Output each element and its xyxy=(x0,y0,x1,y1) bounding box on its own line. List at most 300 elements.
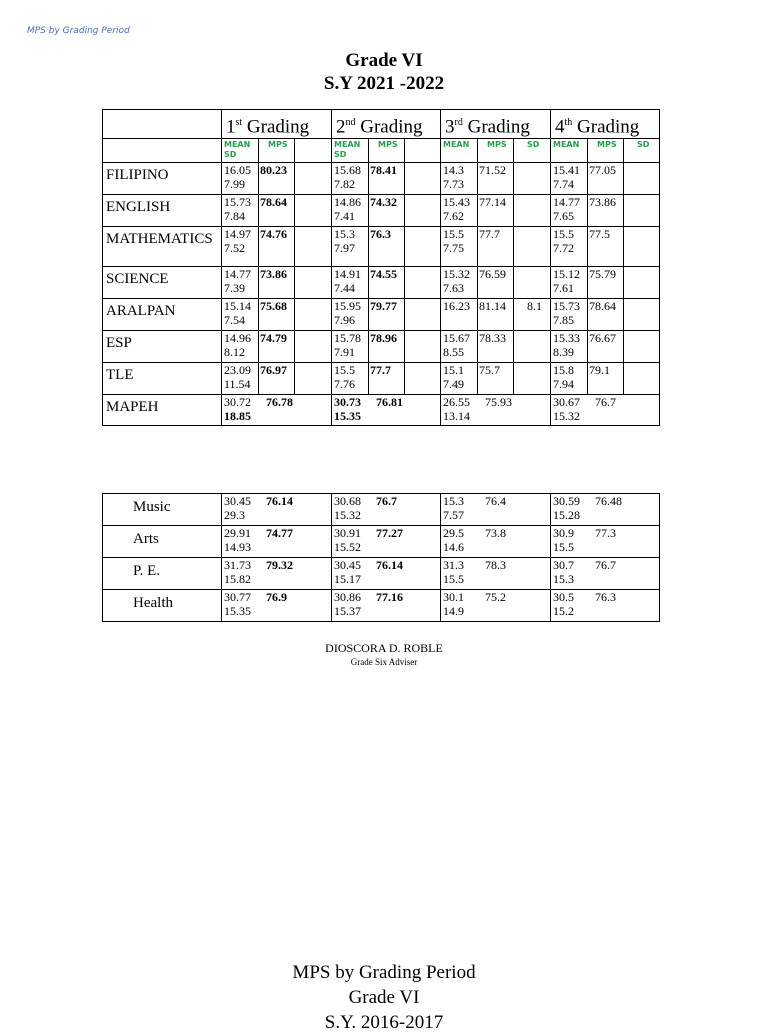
column-divider xyxy=(623,139,624,162)
sd-value: 7.99 xyxy=(224,177,245,192)
subjects-grading-cell-3 xyxy=(441,395,551,426)
sd-value: 14.6 xyxy=(443,540,464,554)
column-divider xyxy=(258,267,259,298)
footer-grade: Grade VI xyxy=(348,987,420,1008)
column-divider xyxy=(294,363,295,394)
mean-value: 23.09 xyxy=(224,364,251,378)
mapeh-grading-cell-1 xyxy=(222,494,332,526)
header-tag: MPS by Grading Period xyxy=(27,26,130,36)
sd-value: 15.17 xyxy=(334,572,361,586)
subjects-grading-cell-1 xyxy=(222,195,332,227)
sd-value: 15.82 xyxy=(224,572,251,586)
subjects-subject-name: ARALPAN xyxy=(103,299,222,331)
mapeh-grading-cell-2 xyxy=(332,494,441,526)
mps-value: 77.5 xyxy=(589,227,610,242)
mean-value: 15.3 xyxy=(334,228,355,242)
mean-value: 14.86 xyxy=(334,196,361,210)
column-divider xyxy=(404,331,405,362)
mean-value: 15.43 xyxy=(443,196,470,210)
column-divider xyxy=(368,227,369,266)
subjects-grading-cell-4 xyxy=(551,331,660,363)
column-divider xyxy=(368,139,369,162)
column-divider xyxy=(513,163,514,194)
column-divider xyxy=(513,195,514,226)
mean-value: 30.91 xyxy=(334,526,361,540)
grading-word: Grading xyxy=(577,116,640,138)
mapeh-row xyxy=(103,526,660,558)
mean-value: 30.45 xyxy=(224,494,251,508)
mean-label: MEAN xyxy=(553,140,580,150)
column-divider xyxy=(623,331,624,362)
sd-value: 8.39 xyxy=(553,345,574,360)
mps-value: 76.14 xyxy=(376,558,403,572)
mps-label: MPS xyxy=(487,140,507,150)
column-divider xyxy=(368,195,369,226)
mean-value: 15.5 xyxy=(443,228,464,242)
mps-value: 77.16 xyxy=(376,590,403,604)
column-divider xyxy=(258,363,259,394)
mean-value: 15.8 xyxy=(553,364,574,378)
column-divider xyxy=(587,363,588,394)
mean-label: MEAN xyxy=(443,140,470,150)
column-divider xyxy=(294,195,295,226)
mps-value: 80.23 xyxy=(260,163,287,178)
subjects-grading-cell-1 xyxy=(222,163,332,195)
sd-value: 8.1 xyxy=(527,299,542,314)
mean-value: 30.1 xyxy=(443,590,464,604)
subjects-grading-cell-2 xyxy=(332,163,441,195)
subjects-grading-cell-3 xyxy=(441,299,551,331)
column-divider xyxy=(294,139,295,162)
subjects-grading-cell-3 xyxy=(441,363,551,395)
mean-value: 15.95 xyxy=(334,300,361,314)
mean-value: 15.12 xyxy=(553,268,580,282)
column-divider xyxy=(477,267,478,298)
mps-value: 77.27 xyxy=(376,526,403,540)
mapeh-table xyxy=(102,493,660,622)
subjects-row xyxy=(103,195,660,227)
column-label-row xyxy=(103,139,660,163)
mps-value: 76.97 xyxy=(260,363,287,378)
mapeh-row xyxy=(103,494,660,526)
mean-value: 30.86 xyxy=(334,590,361,604)
mapeh-grading-cell-3 xyxy=(441,494,551,526)
sd-value: 18.85 xyxy=(224,409,251,424)
subjects-grading-cell-2 xyxy=(332,363,441,395)
subjects-row xyxy=(103,395,660,426)
subjects-grading-cell-1 xyxy=(222,267,332,299)
mean-value: 15.5 xyxy=(334,364,355,378)
grading-number: 2 xyxy=(336,116,346,138)
column-divider xyxy=(258,195,259,226)
mps-value: 74.76 xyxy=(260,227,287,242)
grading-header-2 xyxy=(332,110,441,139)
column-divider xyxy=(513,363,514,394)
mean-value: 14.3 xyxy=(443,164,464,178)
mps-value: 75.2 xyxy=(485,590,506,604)
column-labels-1 xyxy=(222,139,332,163)
corner-cell xyxy=(103,139,222,163)
column-divider xyxy=(587,195,588,226)
mps-value: 73.86 xyxy=(260,267,287,282)
column-divider xyxy=(587,267,588,298)
sd-value: 7.76 xyxy=(334,377,355,392)
mps-value: 76.67 xyxy=(589,331,616,346)
corner-cell xyxy=(103,110,222,139)
mapeh-subject-name: P. E. xyxy=(103,558,222,590)
mean-value: 30.77 xyxy=(224,590,251,604)
mps-value: 75.93 xyxy=(485,395,512,410)
sd-value: 7.94 xyxy=(553,377,574,392)
mean-value: 15.67 xyxy=(443,332,470,346)
grading-number: 3 xyxy=(445,116,455,138)
sd-value: 15.35 xyxy=(224,604,251,618)
column-divider xyxy=(404,139,405,162)
column-divider xyxy=(623,299,624,330)
mean-label: MEAN xyxy=(334,140,361,150)
subjects-subject-name: ENGLISH xyxy=(103,195,222,227)
mean-value: 15.5 xyxy=(553,228,574,242)
mps-value: 77.3 xyxy=(595,526,616,540)
mps-label: MPS xyxy=(268,140,288,150)
column-divider xyxy=(623,227,624,266)
column-divider xyxy=(368,299,369,330)
sd-value: 14.93 xyxy=(224,540,251,554)
column-divider xyxy=(477,139,478,162)
sd-value: 15.5 xyxy=(553,540,574,554)
sd-value: 7.61 xyxy=(553,281,574,296)
mps-value: 75.68 xyxy=(260,299,287,314)
mps-label: MPS xyxy=(378,140,398,150)
mps-value: 74.77 xyxy=(266,526,293,540)
sd-value: 15.2 xyxy=(553,604,574,618)
mapeh-grading-cell-4 xyxy=(551,590,660,622)
column-divider xyxy=(623,267,624,298)
mean-value: 30.45 xyxy=(334,558,361,572)
column-labels-2 xyxy=(332,139,441,163)
column-divider xyxy=(294,227,295,266)
mps-value: 79.32 xyxy=(266,558,293,572)
column-divider xyxy=(404,363,405,394)
sd-value: 14.9 xyxy=(443,604,464,618)
grading-number: 1 xyxy=(226,116,236,138)
subjects-grading-cell-3 xyxy=(441,195,551,227)
sd-value: 7.82 xyxy=(334,177,355,192)
adviser-role: Grade Six Adviser xyxy=(350,657,418,667)
column-divider xyxy=(477,363,478,394)
grading-ordinal: nd xyxy=(345,117,356,128)
mean-value: 30.59 xyxy=(553,494,580,508)
grading-word: Grading xyxy=(467,116,530,138)
mean-value: 29.91 xyxy=(224,526,251,540)
sd-value: 7.54 xyxy=(224,313,245,328)
mapeh-grading-cell-1 xyxy=(222,526,332,558)
column-divider xyxy=(477,195,478,226)
mean-value: 26.55 xyxy=(443,395,470,410)
mean-value: 14.96 xyxy=(224,332,251,346)
mean-value: 15.1 xyxy=(443,364,464,378)
mapeh-grading-cell-1 xyxy=(222,558,332,590)
column-divider xyxy=(258,331,259,362)
column-divider xyxy=(258,299,259,330)
subjects-grading-cell-3 xyxy=(441,163,551,195)
mean-value: 30.9 xyxy=(553,526,574,540)
column-divider xyxy=(513,299,514,330)
sd-value: 7.63 xyxy=(443,281,464,296)
mps-value: 77.05 xyxy=(589,163,616,178)
mapeh-grading-cell-3 xyxy=(441,590,551,622)
mps-value: 73.8 xyxy=(485,526,506,540)
mean-value: 30.5 xyxy=(553,590,574,604)
column-divider xyxy=(294,267,295,298)
mean-value: 14.97 xyxy=(224,228,251,242)
sd-value: 15.32 xyxy=(553,409,580,424)
subjects-subject-name: MATHEMATICS xyxy=(103,227,222,267)
mean-value: 31.3 xyxy=(443,558,464,572)
mps-value: 78.33 xyxy=(479,331,506,346)
column-divider xyxy=(404,267,405,298)
sd-value: 8.55 xyxy=(443,345,464,360)
column-divider xyxy=(258,139,259,162)
mps-value: 76.59 xyxy=(479,267,506,282)
subjects-grading-cell-2 xyxy=(332,331,441,363)
grading-ordinal: rd xyxy=(454,117,463,128)
mps-value: 73.86 xyxy=(589,195,616,210)
column-divider xyxy=(404,299,405,330)
mps-value: 74.55 xyxy=(370,267,397,282)
subjects-grading-cell-2 xyxy=(332,299,441,331)
column-divider xyxy=(258,227,259,266)
mps-value: 76.78 xyxy=(266,395,293,410)
mapeh-subject-name: Arts xyxy=(103,526,222,558)
subjects-grading-cell-4 xyxy=(551,227,660,267)
mean-value: 30.72 xyxy=(224,395,251,410)
sd-value: 15.37 xyxy=(334,604,361,618)
column-labels-3 xyxy=(441,139,551,163)
column-labels-4 xyxy=(551,139,660,163)
school-year: S.Y 2021 -2022 xyxy=(323,73,445,94)
subjects-grading-cell-1 xyxy=(222,227,332,267)
subjects-grading-cell-4 xyxy=(551,395,660,426)
sd-value: 7.62 xyxy=(443,209,464,224)
grading-ordinal: th xyxy=(564,117,573,128)
subjects-subject-name: ESP xyxy=(103,331,222,363)
mps-value: 75.7 xyxy=(479,363,500,378)
column-divider xyxy=(477,331,478,362)
mapeh-grading-cell-2 xyxy=(332,590,441,622)
mps-value: 74.32 xyxy=(370,195,397,210)
sd-value: 7.39 xyxy=(224,281,245,296)
mps-value: 76.3 xyxy=(595,590,616,604)
sd-value: 7.44 xyxy=(334,281,355,296)
mean-value: 30.7 xyxy=(553,558,574,572)
sd-value: 7.74 xyxy=(553,177,574,192)
subjects-row xyxy=(103,163,660,195)
subjects-grading-cell-1 xyxy=(222,395,332,426)
grading-header-1 xyxy=(222,110,332,139)
sd-value: 15.32 xyxy=(334,508,361,522)
column-divider xyxy=(294,299,295,330)
mps-value: 78.96 xyxy=(370,331,397,346)
grading-header-3 xyxy=(441,110,551,139)
sd-label: SD xyxy=(637,140,650,150)
subjects-row xyxy=(103,299,660,331)
mean-value: 15.3 xyxy=(443,494,464,508)
mean-value: 15.78 xyxy=(334,332,361,346)
mps-value: 78.41 xyxy=(370,163,397,178)
sd-value: 13.14 xyxy=(443,409,470,424)
subjects-row xyxy=(103,227,660,267)
mapeh-grading-cell-1 xyxy=(222,590,332,622)
sd-value: 7.75 xyxy=(443,241,464,256)
subjects-grading-cell-2 xyxy=(332,395,441,426)
sd-value: 7.85 xyxy=(553,313,574,328)
mean-value: 15.73 xyxy=(553,300,580,314)
mean-value: 15.73 xyxy=(224,196,251,210)
mean-value: 14.91 xyxy=(334,268,361,282)
column-divider xyxy=(587,331,588,362)
sd-value: 8.12 xyxy=(224,345,245,360)
column-divider xyxy=(294,163,295,194)
mps-value: 77.7 xyxy=(479,227,500,242)
mean-value: 16.23 xyxy=(443,300,470,314)
mps-value: 76.7 xyxy=(376,494,397,508)
subjects-subject-name: SCIENCE xyxy=(103,267,222,299)
mps-main-table xyxy=(102,109,660,426)
mps-value: 76.48 xyxy=(595,494,622,508)
mapeh-subject-name: Music xyxy=(103,494,222,526)
mean-value: 14.77 xyxy=(553,196,580,210)
grading-word: Grading xyxy=(246,116,310,138)
sd-value: 7.97 xyxy=(334,241,355,256)
column-divider xyxy=(587,299,588,330)
sd-value: 29.3 xyxy=(224,508,245,522)
sd-label: SD xyxy=(527,140,540,150)
sd-value: 7.52 xyxy=(224,241,245,256)
subjects-grading-cell-2 xyxy=(332,267,441,299)
subjects-grading-cell-3 xyxy=(441,227,551,267)
subjects-grading-cell-4 xyxy=(551,363,660,395)
mps-value: 79.77 xyxy=(370,299,397,314)
column-divider xyxy=(587,139,588,162)
column-divider xyxy=(404,163,405,194)
grading-word: Grading xyxy=(360,116,423,138)
mps-value: 76.7 xyxy=(595,395,616,410)
column-divider xyxy=(404,227,405,266)
column-divider xyxy=(513,227,514,266)
mps-value: 78.64 xyxy=(260,195,287,210)
grading-header-row xyxy=(103,110,660,139)
mean-value: 30.68 xyxy=(334,494,361,508)
footer-school-year: S.Y. 2016-2017 xyxy=(324,1012,444,1033)
subjects-grading-cell-2 xyxy=(332,227,441,267)
mean-value: 16.05 xyxy=(224,164,251,178)
column-divider xyxy=(477,299,478,330)
mps-value: 76.7 xyxy=(595,558,616,572)
sd-label: SD xyxy=(334,150,347,160)
subjects-row xyxy=(103,331,660,363)
mapeh-grading-cell-3 xyxy=(441,526,551,558)
subjects-subject-name: TLE xyxy=(103,363,222,395)
column-divider xyxy=(623,195,624,226)
column-divider xyxy=(587,227,588,266)
mapeh-grading-cell-4 xyxy=(551,526,660,558)
column-divider xyxy=(368,267,369,298)
mps-value: 79.1 xyxy=(589,363,610,378)
column-divider xyxy=(477,227,478,266)
mean-value: 15.32 xyxy=(443,268,470,282)
mps-value: 76.14 xyxy=(266,494,293,508)
sd-value: 15.52 xyxy=(334,540,361,554)
subjects-grading-cell-4 xyxy=(551,267,660,299)
mapeh-row xyxy=(103,590,660,622)
mean-label: MEAN xyxy=(224,140,251,150)
sd-value: 15.3 xyxy=(553,572,574,586)
mps-value: 77.14 xyxy=(479,195,506,210)
mean-value: 15.41 xyxy=(553,164,580,178)
mapeh-grading-cell-2 xyxy=(332,526,441,558)
mean-value: 29.5 xyxy=(443,526,464,540)
mean-value: 15.33 xyxy=(553,332,580,346)
subjects-grading-cell-1 xyxy=(222,331,332,363)
column-divider xyxy=(368,331,369,362)
column-divider xyxy=(368,363,369,394)
column-divider xyxy=(368,163,369,194)
column-divider xyxy=(587,163,588,194)
grading-ordinal: st xyxy=(235,117,243,128)
column-divider xyxy=(513,267,514,298)
subjects-grading-cell-1 xyxy=(222,299,332,331)
sd-value: 7.84 xyxy=(224,209,245,224)
subjects-grading-cell-4 xyxy=(551,195,660,227)
mps-label: MPS xyxy=(597,140,617,150)
sd-value: 7.57 xyxy=(443,508,464,522)
sd-value: 7.65 xyxy=(553,209,574,224)
column-divider xyxy=(258,163,259,194)
column-divider xyxy=(477,163,478,194)
sd-value: 7.72 xyxy=(553,241,574,256)
sd-value: 15.5 xyxy=(443,572,464,586)
mps-value: 71.52 xyxy=(479,163,506,178)
mapeh-grading-cell-4 xyxy=(551,494,660,526)
column-divider xyxy=(513,331,514,362)
mean-value: 15.14 xyxy=(224,300,251,314)
subjects-row xyxy=(103,267,660,299)
mean-value: 30.73 xyxy=(334,395,361,410)
grading-number: 4 xyxy=(555,116,565,138)
adviser-name: DIOSCORA D. ROBLE xyxy=(325,641,443,655)
sd-value: 7.41 xyxy=(334,209,355,224)
mean-value: 31.73 xyxy=(224,558,251,572)
subjects-grading-cell-3 xyxy=(441,331,551,363)
column-divider xyxy=(513,139,514,162)
sd-label: SD xyxy=(224,150,237,160)
mps-value: 78.64 xyxy=(589,299,616,314)
sd-value: 15.35 xyxy=(334,409,361,424)
subjects-subject-name: MAPEH xyxy=(103,395,222,426)
sd-value: 15.28 xyxy=(553,508,580,522)
subjects-grading-cell-1 xyxy=(222,363,332,395)
mapeh-row xyxy=(103,558,660,590)
column-divider xyxy=(404,195,405,226)
subjects-subject-name: FILIPINO xyxy=(103,163,222,195)
mean-value: 30.67 xyxy=(553,395,580,410)
footer-title: MPS by Grading Period xyxy=(292,962,476,983)
mps-value: 76.4 xyxy=(485,494,506,508)
mps-value: 77.7 xyxy=(370,363,391,378)
mps-value: 75.79 xyxy=(589,267,616,282)
page-title: Grade VI xyxy=(345,50,423,71)
